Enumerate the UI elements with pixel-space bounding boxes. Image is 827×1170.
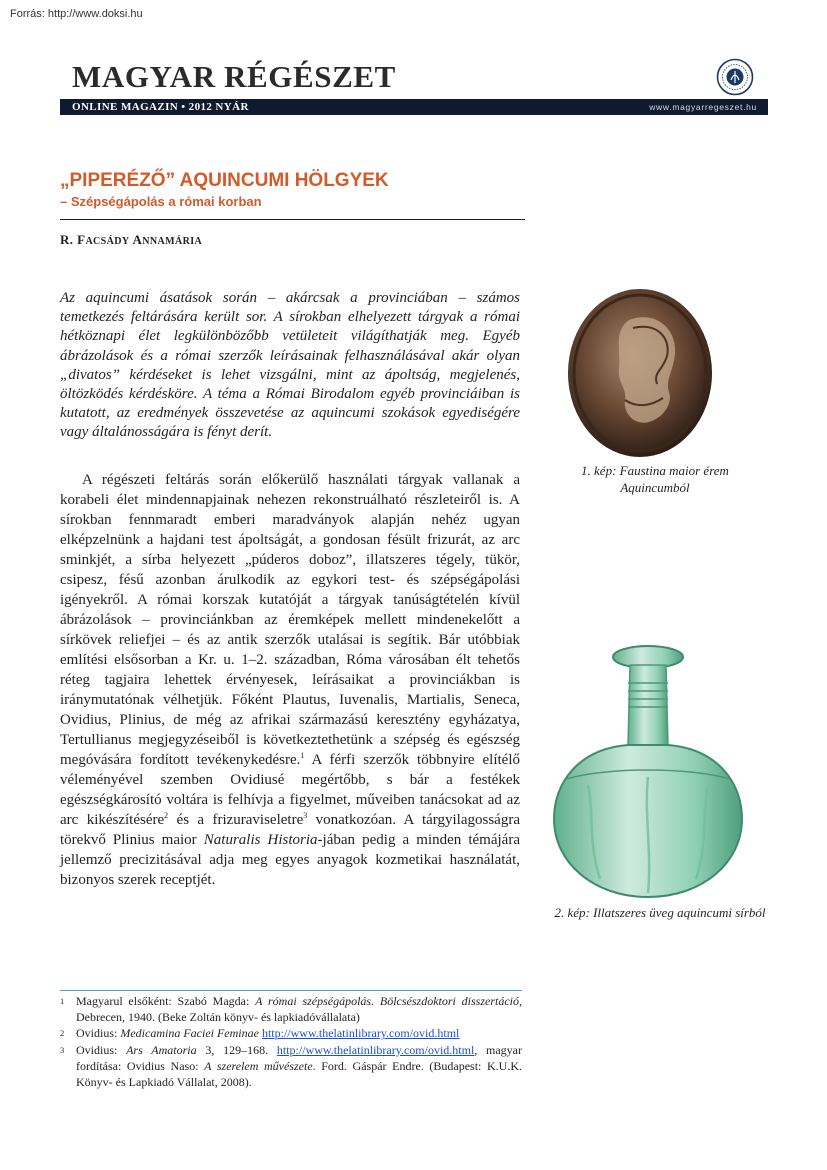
figure-1-caption-line-2: Aquincumból <box>620 480 690 495</box>
footnote-2-text: Ovidius: <box>76 1026 121 1041</box>
footnote-2-number: 2 <box>60 1028 65 1039</box>
magazine-seal-logo <box>716 58 754 96</box>
footnote-divider <box>60 990 522 991</box>
body-text-2: A férfi szerzők többnyire elítélő véleményével szemben Ovidiusé megértőbb, s bár a festékek egészségkárosító voltára is felhívja a figyelmet, műveiben tanácsokat ad az arc kikészítésére <box>60 752 520 828</box>
author-initial: R. F <box>60 232 86 247</box>
footnote-3-text-mid: 3, 129–168. <box>196 1042 277 1057</box>
coin-image <box>567 288 714 458</box>
figure-1-caption-line-1: 1. kép: Faustina maior érem <box>581 463 729 478</box>
article-subtitle: – Szépségápolás a római korban <box>60 194 262 209</box>
footnote-1-text-end: , Debrecen, 1940. (Beke Zoltán könyv- és lapkiadóvállalata) <box>76 994 522 1025</box>
footnote-1-italic: A római szépségápolás. Bölcsészdoktori disszertáció <box>255 994 519 1008</box>
body-text-1: A régészeti feltárás során előkerülő használati tárgyak vallanak a korabeli élet mindennapjainak nehezen rekonstruálható részleteiről is. A sírokban fennmaradt emberi maradványok alapján nehéz ugyan elképzelnünk a hajdani test ápoltságát, a gondosan fésült frizurát, az arc sminkjét, a sírba helyezett „púderos doboz”, illatszeres tégely, tükör, csipesz, fésű azonban árulkodik az egykori test- és szépségápolási igényekről. A római korszak kutatóját a tárgyak tanúságtételén kívül ábrázolások – provinciánkban az éremképek mellett mindenekelőtt a sírkövek reliefjei – és az antik szerzők utalásai is segítik. Bár utóbbiak említési elsősorban a Kr. u. 1–2. században, Róma városában élt tehetős réteg tagjaira lehettek érvényesek, leírásaikat a provinciákban is iránymutatónak vélhetjük. Főként Plautus, Iuvenalis, Martialis, Seneca, Ovidius, Plinius, de még az afrikai származású keresztény egyházatya, Tertullianus megjegyzéseiből is következtethetünk a szépség és egészség megóvására fordított tevékenykedésre. <box>60 472 520 768</box>
author-last-part: NNAMÁRIA <box>142 236 203 247</box>
body-text-3: és a frizuraviseletre <box>168 812 304 828</box>
footnote-2 <box>60 1025 522 1041</box>
footnote-3 <box>60 1042 522 1091</box>
figure-2-caption: 2. kép: Illatszeres üveg aquincumi sírból <box>554 905 766 920</box>
footnote-list <box>60 993 522 1090</box>
website-label: www.magyarregeszet.hu <box>649 102 757 112</box>
figure-1-caption <box>545 462 765 496</box>
article-title: „PIPERÉZŐ” AQUINCUMI HÖLGYEK <box>60 170 389 191</box>
body-italic-title: Naturalis Historia <box>203 832 318 848</box>
article-abstract: Az aquincumi ásatások során – akárcsak a provinciában – számos temetkezés feltárására került sor. A sírokban elhelyezett tárgyak a római hétköznapi élet legkülönbözőbb vetületeit világíthatják meg. Egyéb ábrázolások és a római szerzők leírásainak felhasználásával akár olyan „divatos” kérdéseket is lehet vizsgálni, mint az ápoltság, megjelenés, öltözködés kérdésköre. A téma a Római Birodalom egyéb provinciáiban is kutatott, az eredmények összevetése az aquincumi szokások egyediségére vagy általánosságára is fényt derít. <box>60 290 520 441</box>
footnote-3-text-end: . Ford. Gáspár Endre. (Budapest: K.U.K. Könyv- és Lapkiadó Vállalat, 2008). <box>76 1058 522 1090</box>
footnote-ref-3: 3 <box>303 811 308 820</box>
body-text-5: -jában pedig a minden témájára jellemző precizitásával adja meg egyes anyagok kozmetikai használatát, bizonyos szerek receptjét. <box>60 832 520 888</box>
body-text-4: vonatkozóan. A tárgyilagosságra törekvő Plinius maior <box>60 812 520 848</box>
footnote-1-text: Magyarul elsőként: Szabó Magda: <box>76 994 256 1008</box>
footnote-1 <box>60 993 522 1025</box>
footnote-3-text-2: , magyar fordítása: Ovidius Naso: <box>76 1042 523 1073</box>
footnote-2-italic: Medicamina Faciei Feminae <box>120 1026 259 1041</box>
footnote-3-text: Ovidius: <box>76 1042 127 1057</box>
footnote-1-number: 1 <box>60 996 65 1006</box>
footnote-ref-2: 2 <box>164 811 169 820</box>
author-last-initial: A <box>132 232 143 247</box>
author-name-part: ACSÁDY <box>85 236 130 247</box>
magazine-title: MAGYAR RÉGÉSZET <box>72 59 396 94</box>
footnote-3-number: 3 <box>60 1044 65 1055</box>
author-name <box>60 232 202 248</box>
footnote-3-italic-2: A szerelem művészete <box>204 1058 313 1073</box>
footnote-3-link[interactable]: http://www.thelatinlibrary.com/ovid.html <box>276 1042 475 1057</box>
glass-vessel-image <box>548 643 748 901</box>
title-divider <box>60 219 525 220</box>
source-label: Forrás: http://www.doksi.hu <box>10 8 143 20</box>
footnote-ref-1: 1 <box>300 751 305 760</box>
footnote-3-italic: Ars Amatoria <box>126 1042 197 1057</box>
issue-label: ONLINE MAGAZIN • 2012 NYÁR <box>72 101 249 113</box>
article-body <box>60 470 520 890</box>
footnote-2-link[interactable]: http://www.thelatinlibrary.com/ovid.html <box>261 1026 460 1041</box>
